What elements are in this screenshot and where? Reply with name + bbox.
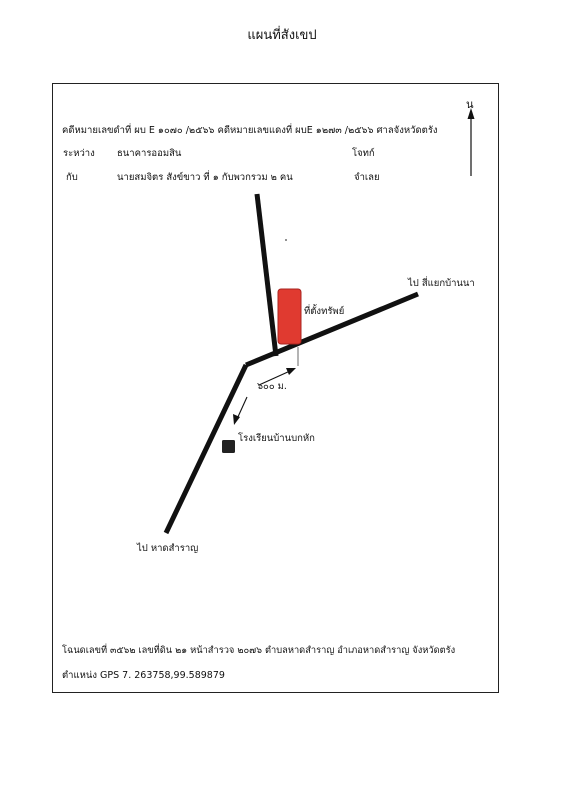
defendant-name: นายสมจิตร สังข์ขาว ที่ ๑ กับพวกรวม ๒ คน (117, 172, 293, 183)
between-label: ระหว่าง (63, 148, 95, 159)
label-to-beach: ไป หาดสำราญ (137, 543, 199, 554)
school-arrow-icon (233, 397, 247, 425)
page-title: แผนที่สังเขป (247, 28, 317, 43)
label-property: ที่ตั้งทรัพย์ (304, 306, 345, 317)
gps-line: ตำแหน่ง GPS 7. 263758,99.589879 (62, 670, 225, 681)
plaintiff-role: โจทก์ (352, 148, 375, 159)
school-marker (222, 440, 235, 453)
deed-line: โฉนดเลขที่ ๓๕๖๒ เลขที่ดิน ๒๑ หน้าสำรวจ ๒๐๗๖ ตำบลหาดสำราญ อำเภอหาดสำราญ จังหวัดตรัง (62, 645, 456, 656)
case-number-line: คดีหมายเลขดำที่ ผบ E ๑๐๗๐ /๒๕๖๖ คดีหมายเลขแดงที่ ผบE ๑๒๗๓ /๒๕๖๖ ศาลจังหวัดตรัง (62, 125, 438, 136)
road-north (257, 194, 276, 356)
map-dot (285, 239, 287, 241)
label-distance: ๖๐๐ ม. (257, 381, 287, 392)
plaintiff-name: ธนาคารออมสิน (117, 148, 182, 159)
property-marker (278, 289, 301, 344)
with-label: กับ (66, 172, 78, 183)
north-arrow-icon (468, 108, 475, 176)
defendant-role: จำเลย (354, 172, 380, 183)
label-school: โรงเรียนบ้านบกหัก (238, 433, 315, 444)
label-to-junction: ไป สี่แยกบ้านนา (408, 278, 475, 289)
north-label: น (466, 98, 474, 111)
